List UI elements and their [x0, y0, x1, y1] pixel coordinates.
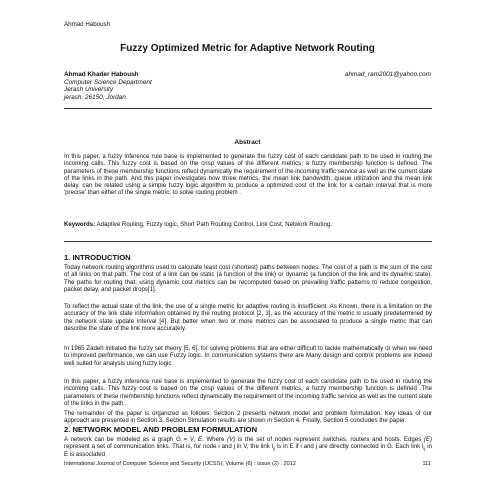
paper-title: Fuzzy Optimized Metric for Adaptive Network Routing: [120, 43, 375, 54]
keywords-label: Keywords:: [64, 221, 96, 228]
author-name: Ahmad Khader Haboush: [64, 71, 139, 78]
section-1-paragraph-2: To reflect the actual state of the link, the use of a single metric for adaptive routing is insufficient. As Known, there is a limitation on the accuracy of the link state information obtained by the routing protocol [2, 3], as the accuracy of the metric is usually predetermined by the network state update interval [4]. But better when two or more metrics can be associated to produce a single metric that can describe the state of the link more accurately.: [64, 303, 432, 332]
page-number: 111: [422, 461, 431, 467]
section-1-paragraph-5: The remainder of the paper is organized as follows: Section 2 presents network model and problem formulation. Key ideas of our approach are presented in Section 3. Section Simulation results are shown in Section 4. Finally, Section 5 concludes the paper.: [64, 410, 432, 425]
section-2-paragraph-1: A network can be modeled as a graph G = V, E. Where (V) is the set of nodes represent switches, routers and hosts. Edges (E) represent a set of communication links. That is, for node i and j in V, the link $l_{ij}$ is in E if i and j are directly connected in G. Each link $l_{ij}$ in E is associated: [64, 436, 433, 458]
author-affiliation-univ: Jerash University: [64, 86, 114, 94]
section-1-paragraph-3: In 1965 Zadeh initiated the fuzzy set theory [5, 6], for solving problems that are either difficult to tackle mathematically or when we need to improved performance, we can use Fuzzy logic. In communication systems there are Many design and control problems are indeed well suited for analysis using fuzzy logic.: [64, 345, 432, 367]
author-affiliation-dept: Computer Science Department: [64, 78, 152, 86]
journal-footer: International Journal of Computer Science and Security (IJCSS), Volume (6) : Issue (2) : 2012: [64, 461, 296, 467]
divider-bottom: [64, 241, 432, 242]
abstract-heading: Abstract: [234, 139, 261, 146]
keywords-text: Adaptive Routing, Fuzzy logic, Short Path Routing Control, Link Cost, Network Routing.: [96, 221, 332, 228]
author-block: [64, 71, 152, 101]
divider-top: [64, 108, 432, 109]
author-affiliation-city: jerash, 26150, Jordan: [64, 93, 126, 101]
section-2-heading: 2. NETWORK MODEL AND PROBLEM FORMULATION: [64, 425, 258, 434]
abstract-text: In this paper, a fuzzy inference rule base is implemented to generate the fuzzy cost of each candidate path to be used in routing the incoming calls. This fuzzy cost is based on the crisp values of the different metrics; a fuzzy membership function is defined. The parameters of these membership functions reflect dynamically the requirement of the incoming traffic service as well as the current state of the links in the path. And this paper investigates how three metrics, the mean link bandwidth, queue utilization and the mean link delay, can be related using a simple fuzzy logic algorithm to produce a optimized cost of the link for a certain interval that is more 'precise' than either of the single metric, to solve routing problem .: [64, 153, 432, 197]
section-1-paragraph-1: Today network routing algorithms used to calculate least cost (shortest) paths between nodes. The cost of a path is the sum of the cost of all links on that path. The cost of a link can be static (a function of the link) or dynamic (a function of the link and its dynamic state). The paths for routing that, using dynamic cost metrics can be recomputed based on prevailing traffic patterns to reduce congestion, packet delay, and packet drops[1].: [64, 264, 432, 293]
author-email: ahmad_ram2001@yahoo.com: [344, 71, 431, 78]
section-1-heading: 1. INTRODUCTION: [64, 253, 131, 262]
section-1-paragraph-4: In this paper, a fuzzy inference rule base is implemented to generate the fuzzy cost of each candidate path to be used in routing the incoming calls. This fuzzy cost is based on the crisp values of the different metrics, a fuzzy membership function is defined .The parameters of these membership functions reflect dynamically the requirement of the incoming traffic service as well as the current state of the links in the path .: [64, 378, 432, 407]
keywords: [64, 221, 432, 228]
running-head: Ahmad Haboush: [64, 21, 111, 28]
